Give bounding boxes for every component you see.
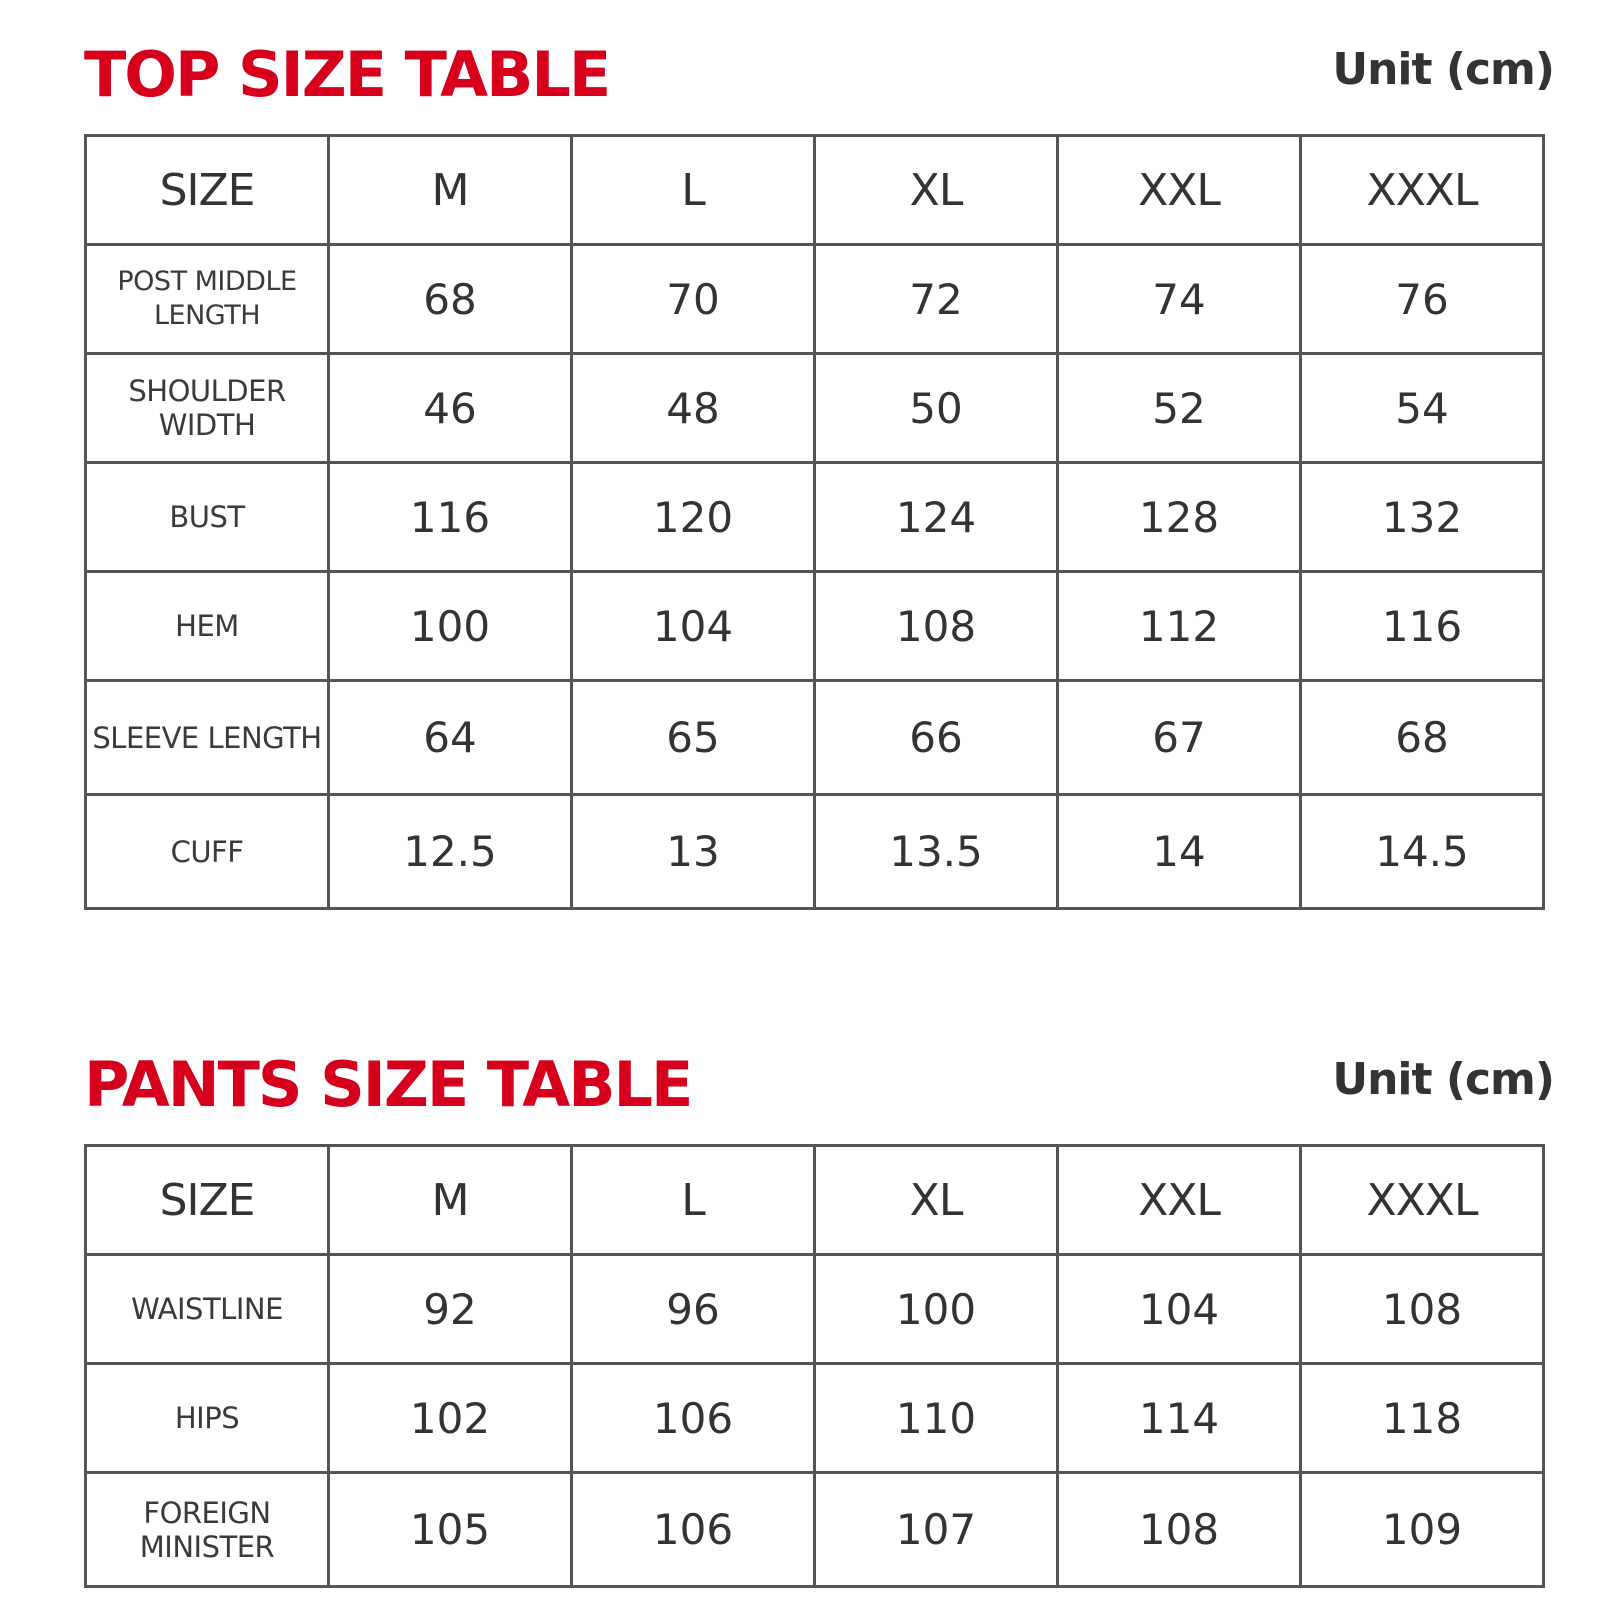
top-size-table bbox=[84, 134, 1545, 910]
row-label: SHOULDER WIDTH bbox=[86, 354, 329, 463]
table-cell: 54 bbox=[1301, 354, 1544, 463]
table-cell: 92 bbox=[329, 1255, 572, 1364]
table-cell: 104 bbox=[1058, 1255, 1301, 1364]
table-cell: 72 bbox=[815, 245, 1058, 354]
table-row bbox=[86, 795, 1544, 909]
table-row bbox=[86, 572, 1544, 681]
pants-size-header bbox=[84, 1040, 1554, 1130]
table-cell: 124 bbox=[815, 463, 1058, 572]
table-header-row bbox=[86, 136, 1544, 245]
header-cell-l: L bbox=[572, 136, 815, 245]
table-cell: 116 bbox=[329, 463, 572, 572]
table-row bbox=[86, 1255, 1544, 1364]
table-cell: 106 bbox=[572, 1364, 815, 1473]
table-cell: 65 bbox=[572, 681, 815, 795]
table-cell: 128 bbox=[1058, 463, 1301, 572]
table-header-row bbox=[86, 1146, 1544, 1255]
header-cell-size: SIZE bbox=[86, 136, 329, 245]
table-cell: 70 bbox=[572, 245, 815, 354]
top-size-title: TOP SIZE TABLE bbox=[84, 38, 610, 111]
table-cell: 12.5 bbox=[329, 795, 572, 909]
table-cell: 112 bbox=[1058, 572, 1301, 681]
table-cell: 132 bbox=[1301, 463, 1544, 572]
header-cell-m: M bbox=[329, 136, 572, 245]
table-cell: 66 bbox=[815, 681, 1058, 795]
table-cell: 102 bbox=[329, 1364, 572, 1473]
top-size-header bbox=[84, 30, 1554, 120]
row-label: POST MIDDLE LENGTH bbox=[86, 245, 329, 354]
table-cell: 68 bbox=[1301, 681, 1544, 795]
table-cell: 110 bbox=[815, 1364, 1058, 1473]
table-row bbox=[86, 245, 1544, 354]
table-cell: 13.5 bbox=[815, 795, 1058, 909]
table-cell: 100 bbox=[815, 1255, 1058, 1364]
header-cell-xxl: XXL bbox=[1058, 136, 1301, 245]
top-size-section bbox=[84, 30, 1554, 876]
header-cell-xxl: XXL bbox=[1058, 1146, 1301, 1255]
header-cell-xl: XL bbox=[815, 136, 1058, 245]
table-cell: 104 bbox=[572, 572, 815, 681]
table-cell: 13 bbox=[572, 795, 815, 909]
table-cell: 46 bbox=[329, 354, 572, 463]
pants-size-title: PANTS SIZE TABLE bbox=[84, 1048, 692, 1121]
header-cell-size: SIZE bbox=[86, 1146, 329, 1255]
table-cell: 100 bbox=[329, 572, 572, 681]
table-cell: 68 bbox=[329, 245, 572, 354]
header-cell-l: L bbox=[572, 1146, 815, 1255]
table-cell: 120 bbox=[572, 463, 815, 572]
header-cell-m: M bbox=[329, 1146, 572, 1255]
table-cell: 50 bbox=[815, 354, 1058, 463]
pants-size-table bbox=[84, 1144, 1545, 1588]
table-cell: 74 bbox=[1058, 245, 1301, 354]
header-cell-xxxl: XXXL bbox=[1301, 1146, 1544, 1255]
row-label: FOREIGN MINISTER bbox=[86, 1473, 329, 1587]
table-cell: 107 bbox=[815, 1473, 1058, 1587]
table-cell: 108 bbox=[815, 572, 1058, 681]
row-label: WAISTLINE bbox=[86, 1255, 329, 1364]
table-row bbox=[86, 681, 1544, 795]
table-cell: 108 bbox=[1301, 1255, 1544, 1364]
header-cell-xxxl: XXXL bbox=[1301, 136, 1544, 245]
row-label: SLEEVE LENGTH bbox=[86, 681, 329, 795]
header-cell-xl: XL bbox=[815, 1146, 1058, 1255]
top-size-unit: Unit (cm) bbox=[1332, 44, 1554, 95]
table-cell: 114 bbox=[1058, 1364, 1301, 1473]
table-cell: 52 bbox=[1058, 354, 1301, 463]
table-row bbox=[86, 1473, 1544, 1587]
table-cell: 14.5 bbox=[1301, 795, 1544, 909]
table-cell: 116 bbox=[1301, 572, 1544, 681]
pants-size-unit: Unit (cm) bbox=[1332, 1054, 1554, 1105]
table-cell: 48 bbox=[572, 354, 815, 463]
row-label: CUFF bbox=[86, 795, 329, 909]
table-row bbox=[86, 463, 1544, 572]
table-cell: 67 bbox=[1058, 681, 1301, 795]
table-cell: 118 bbox=[1301, 1364, 1544, 1473]
table-cell: 106 bbox=[572, 1473, 815, 1587]
table-cell: 105 bbox=[329, 1473, 572, 1587]
pants-size-section bbox=[84, 1040, 1554, 1564]
table-row bbox=[86, 1364, 1544, 1473]
table-cell: 96 bbox=[572, 1255, 815, 1364]
table-cell: 108 bbox=[1058, 1473, 1301, 1587]
table-cell: 64 bbox=[329, 681, 572, 795]
table-cell: 109 bbox=[1301, 1473, 1544, 1587]
row-label: BUST bbox=[86, 463, 329, 572]
row-label: HEM bbox=[86, 572, 329, 681]
table-row bbox=[86, 354, 1544, 463]
table-cell: 76 bbox=[1301, 245, 1544, 354]
row-label: HIPS bbox=[86, 1364, 329, 1473]
table-cell: 14 bbox=[1058, 795, 1301, 909]
